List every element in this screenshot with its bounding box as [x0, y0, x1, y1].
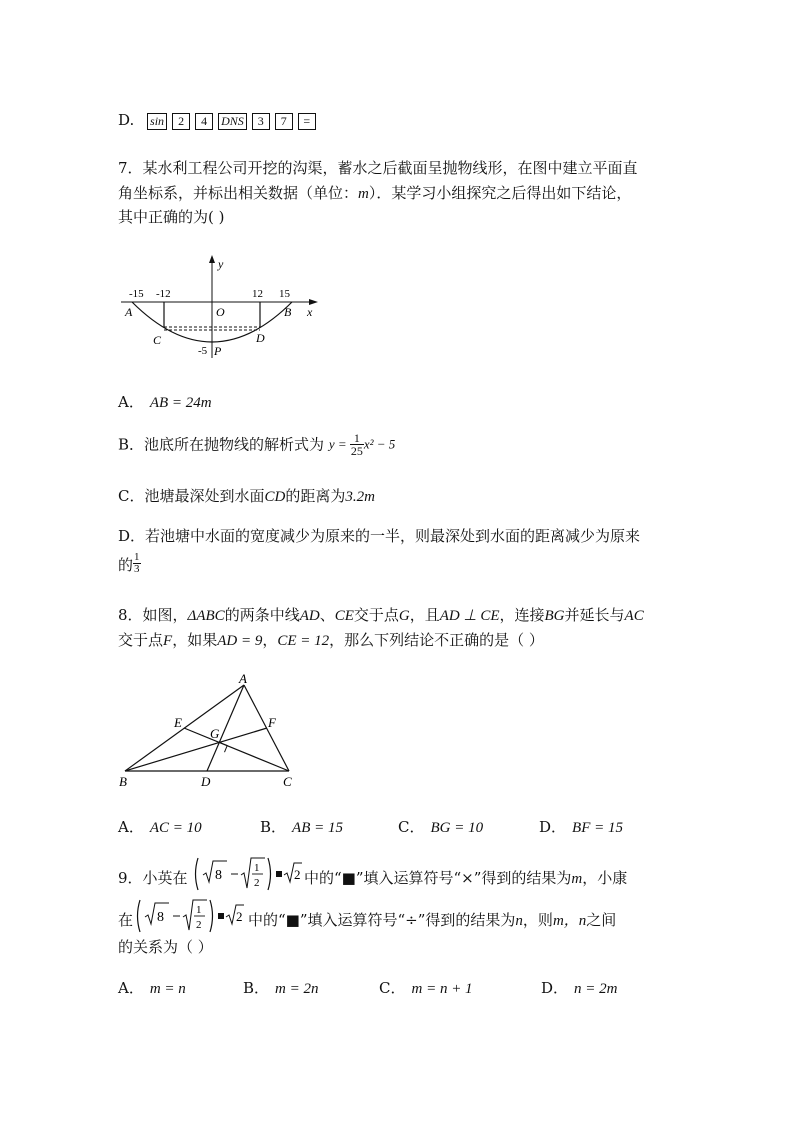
- q7-stem-line2-text: 角坐标系，并标出相关数据（单位：: [118, 184, 359, 202]
- q9-option-a-label: A．: [118, 979, 144, 997]
- sqrt-sign: [183, 900, 207, 930]
- vertex-A-label: A: [239, 671, 247, 686]
- operator-placeholder-icon: [276, 871, 282, 877]
- q8-text1: 的两条中线: [224, 606, 300, 624]
- q7-option-a-math: AB = 24m: [149, 395, 212, 411]
- q8-line2-c: ，: [262, 631, 278, 649]
- q8-prefix: 8．如图，: [118, 606, 188, 624]
- q9-stem-line2: [118, 910, 133, 930]
- y-axis-label: y: [218, 257, 224, 271]
- q9-expression-2: [134, 897, 246, 935]
- q7-option-d-line1: D．若池塘中水面的宽度减少为原来的一半，则最深处到水面的距离减少为原来: [118, 527, 641, 545]
- q8-option-a-math: AC = 10: [149, 820, 202, 836]
- q8-ce: CE: [334, 608, 354, 624]
- q9-option-d-math: n = 2m: [574, 981, 618, 997]
- q9-stem-line1: [118, 868, 188, 888]
- q9-option-d: [541, 978, 618, 999]
- point-D-label: D: [201, 774, 211, 789]
- q6-option-d-label: D.: [118, 111, 135, 129]
- q6-option-d: [118, 110, 321, 130]
- q8-line2-a: 交于点: [118, 631, 164, 649]
- origin-label: O: [216, 305, 225, 319]
- q9-m: m: [571, 871, 583, 887]
- q8-option-b-label: B．: [260, 818, 287, 836]
- q8-bg: BG: [544, 608, 565, 624]
- fraction-numerator: 1: [254, 862, 260, 874]
- radicand-2: 2: [236, 909, 243, 924]
- calculator-key: DNS: [218, 113, 247, 130]
- vertex-C-label: C: [283, 774, 292, 789]
- point-D-label: D: [256, 331, 265, 345]
- q8-text4: ，连接: [499, 606, 545, 624]
- q7-option-a: [118, 392, 212, 413]
- calculator-key: 2: [172, 113, 190, 130]
- q7-option-d-line2-text: 的: [118, 556, 134, 574]
- q8-option-c-math: BG = 10: [430, 820, 484, 836]
- q8-option-d-label: D．: [539, 818, 567, 836]
- radicand-8: 8: [157, 910, 164, 925]
- q8-option-a: [118, 817, 202, 838]
- right-angle-mark: [221, 743, 228, 752]
- q8-stem-line1: [118, 605, 644, 626]
- q8-line2-d: ，那么下列结论不正确的是（ ）: [329, 631, 544, 649]
- q7-option-b-rest: x² − 5: [363, 436, 396, 452]
- q7-option-c-value: 3.2m: [345, 489, 375, 505]
- fraction-denominator: 2: [254, 877, 260, 889]
- q8-option-b-math: AB = 15: [292, 820, 343, 836]
- q8-stem-line2: [118, 630, 544, 651]
- tick-neg12: -12: [156, 288, 171, 300]
- q9-option-a: [118, 978, 186, 999]
- calculator-key: sin: [147, 113, 167, 130]
- line-BF: [125, 728, 267, 771]
- fraction-denominator: 3: [134, 563, 140, 575]
- q8-ad9: AD = 9: [217, 633, 263, 649]
- calculator-key: 7: [275, 113, 293, 130]
- q9-line2-b: 中的“■”填入运算符号“÷”得到的结果为: [248, 911, 516, 929]
- q8-ce12: CE = 12: [277, 633, 330, 649]
- q7-option-c: [118, 486, 375, 507]
- q9-line1-c: ，小康: [582, 869, 628, 887]
- q9-option-b: [243, 978, 319, 999]
- radicand-8: 8: [215, 868, 222, 883]
- q9-expression-1: [192, 855, 302, 893]
- tick-12: 12: [252, 288, 263, 300]
- y-axis-arrow: [209, 255, 215, 263]
- point-A-label: A: [125, 305, 133, 319]
- q9-option-c: [379, 978, 473, 999]
- radicand-2: 2: [294, 867, 301, 882]
- q9-option-a-math: m = n: [149, 981, 186, 997]
- q7-option-b-y: y =: [328, 436, 350, 452]
- q9-option-c-label: C．: [379, 979, 406, 997]
- fraction-denominator: 2: [196, 919, 202, 931]
- q8-line2-b: ，如果: [172, 631, 218, 649]
- left-paren: [138, 900, 141, 932]
- q8-option-d: [539, 817, 623, 838]
- point-G-label: G: [210, 726, 220, 741]
- q9-line1-a: 9．小英在: [118, 869, 188, 887]
- q9-stem-line2-tail: [248, 910, 616, 931]
- calculator-key: 4: [195, 113, 213, 130]
- operator-placeholder-icon: [218, 913, 224, 919]
- q7-stem-line2-tail: ）．某学习小组探究之后得出如下结论，: [368, 184, 632, 202]
- q9-option-c-math: m = n + 1: [411, 981, 473, 997]
- q8-text2: 交于点: [353, 606, 399, 624]
- q8-option-a-label: A．: [118, 818, 144, 836]
- q9-option-d-label: D．: [541, 979, 569, 997]
- q8-option-c: [398, 817, 483, 838]
- x-axis-label: x: [307, 305, 313, 319]
- point-P-label: P: [214, 344, 222, 358]
- q9-stem-line1-tail: [304, 868, 627, 889]
- q9-line2-a: 在: [118, 911, 134, 929]
- q8-text5: 并延长与: [564, 606, 625, 624]
- q8-ad: AD: [299, 608, 320, 624]
- median-CE: [184, 728, 289, 771]
- q7-option-b-label: B．池底所在抛物线的解析式为: [118, 435, 325, 454]
- q9-mn: m，n: [552, 913, 587, 929]
- q8-option-d-math: BF = 15: [572, 820, 623, 836]
- q8-f: F: [163, 633, 173, 649]
- right-paren: [210, 900, 213, 932]
- left-paren: [196, 858, 199, 890]
- q8-ac: AC: [624, 608, 644, 624]
- q9-n: n: [515, 913, 523, 929]
- tick-neg5: -5: [198, 345, 208, 357]
- q7-parabola-figure: [115, 250, 330, 365]
- q8-option-b: [260, 817, 343, 838]
- q9-line2-c: ，则: [522, 911, 553, 929]
- q9-option-b-label: B．: [243, 979, 270, 997]
- q8-triangle-figure: [112, 668, 302, 790]
- point-C-label: C: [153, 333, 162, 347]
- q9-option-b-math: m = 2n: [275, 981, 319, 997]
- calculator-key-sequence: [147, 111, 321, 129]
- q7-option-a-label: A．: [118, 393, 144, 411]
- q8-triangle: ΔABC: [187, 608, 225, 624]
- q7-unit: m: [358, 186, 369, 202]
- calculator-key: 3: [252, 113, 270, 130]
- tick-neg15: -15: [129, 288, 144, 300]
- q9-stem-line3: 的关系为（ ）: [118, 938, 213, 956]
- point-E-label: E: [174, 715, 182, 730]
- q8-perp: AD ⊥ CE: [439, 608, 500, 624]
- q7-option-b-fraction: [350, 432, 364, 457]
- q7-option-b: [118, 432, 395, 457]
- q7-stem-line3: 其中正确的为( ): [118, 208, 225, 226]
- fraction-numerator: 1: [196, 904, 202, 916]
- q7-option-c-label: C．池塘最深处到水面: [118, 487, 265, 505]
- q7-option-c-cd: CD: [264, 489, 286, 505]
- q8-sep: 、: [319, 606, 335, 624]
- q7-option-d-fraction: [133, 552, 141, 575]
- q8-g: G: [398, 608, 410, 624]
- q9-line2-d: 之间: [586, 911, 617, 929]
- q8-option-c-label: C．: [398, 818, 425, 836]
- point-B-label: B: [284, 305, 292, 319]
- point-F-label: F: [268, 715, 276, 730]
- q8-text3: ，且: [409, 606, 440, 624]
- sqrt-sign: [241, 858, 265, 888]
- q7-stem-line1: 7．某水利工程公司开挖的沟渠，蓄水之后截面呈抛物线形，在图中建立平面直: [118, 159, 638, 177]
- vertex-B-label: B: [119, 774, 127, 789]
- q7-option-c-mid: 的距离为: [285, 487, 346, 505]
- right-paren: [268, 858, 271, 890]
- q9-line1-b: 中的“■”填入运算符号“×”得到的结果为: [304, 869, 572, 887]
- q7-option-d-line2: [118, 552, 141, 575]
- q7-stem-line2: [118, 183, 631, 204]
- tick-15: 15: [279, 288, 290, 300]
- calculator-key: =: [298, 113, 316, 130]
- fraction-denominator: 25: [350, 444, 363, 458]
- fraction-numerator: 1: [350, 432, 364, 445]
- fraction-numerator: 1: [134, 551, 140, 563]
